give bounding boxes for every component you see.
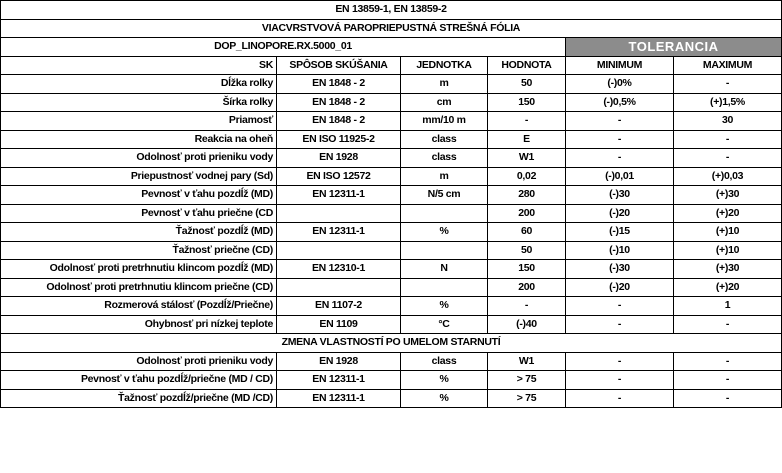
test-method: EN 1848 - 2 [277,93,401,112]
test-method: EN 1848 - 2 [277,75,401,94]
value-cell: 150 [488,260,566,279]
property-name: Pevnosť v ťahu pozdĺž (MD) [1,186,277,205]
value-cell: - [488,112,566,131]
min-cell: (-)10 [566,241,674,260]
min-cell: (-)15 [566,223,674,242]
max-cell: - [674,130,782,149]
value-cell: 280 [488,186,566,205]
col-min: MINIMUM [566,56,674,75]
max-cell: (+)20 [674,204,782,223]
min-cell: (-)30 [566,260,674,279]
col-max: MAXIMUM [674,56,782,75]
value-cell: W1 [488,149,566,168]
value-cell: > 75 [488,389,566,408]
min-cell: (-)0,5% [566,93,674,112]
value-cell: (-)40 [488,315,566,334]
table-row [1,75,782,94]
max-cell: - [674,389,782,408]
unit-cell: m [401,167,488,186]
standards-row [1,1,782,20]
unit-cell: % [401,223,488,242]
unit-cell: % [401,371,488,390]
table-row [1,352,782,371]
unit-cell [401,241,488,260]
min-cell: (-)20 [566,204,674,223]
unit-cell: cm [401,93,488,112]
unit-cell: class [401,149,488,168]
col-value: HODNOTA [488,56,566,75]
test-method: EN 12311-1 [277,371,401,390]
table-row [1,186,782,205]
max-cell: - [674,149,782,168]
table-row [1,315,782,334]
table-row [1,149,782,168]
aging-title: ZMENA VLASTNOSTÍ PO UMELOM STARNUTÍ [1,334,782,353]
dop-code: DOP_LINOPORE.RX.5000_01 [1,38,566,57]
table-row [1,260,782,279]
product-title: VIACVRSTVOVÁ PAROPRIEPUSTNÁ STREŠNÁ FÓLIA [1,19,782,38]
aging-title-row [1,334,782,353]
value-cell: E [488,130,566,149]
max-cell: - [674,371,782,390]
min-cell: - [566,371,674,390]
col-sk: SK [1,56,277,75]
property-name: Šírka rolky [1,93,277,112]
value-cell: 200 [488,204,566,223]
min-cell: - [566,389,674,408]
unit-cell: N/5 cm [401,186,488,205]
product-row [1,19,782,38]
property-name: Reakcia na oheň [1,130,277,149]
property-name: Ťažnosť priečne (CD) [1,241,277,260]
property-name: Priamosť [1,112,277,131]
test-method: EN ISO 12572 [277,167,401,186]
min-cell: - [566,112,674,131]
unit-cell: class [401,352,488,371]
col-unit: JEDNOTKA [401,56,488,75]
max-cell: (+)10 [674,241,782,260]
property-name: Rozmerová stálosť (Pozdĺž/Priečne) [1,297,277,316]
standards-cell: EN 13859-1, EN 13859-2 [1,1,782,20]
value-cell: 50 [488,241,566,260]
property-name: Odolnosť proti prieniku vody [1,149,277,168]
value-cell: 150 [488,93,566,112]
value-cell: W1 [488,352,566,371]
max-cell: - [674,315,782,334]
unit-cell [401,204,488,223]
property-name: Ťažnosť pozdĺž/priečne (MD /CD) [1,389,277,408]
test-method: EN 1928 [277,352,401,371]
min-cell: (-)30 [566,186,674,205]
max-cell: (+)1,5% [674,93,782,112]
property-name: Ťažnosť pozdĺž (MD) [1,223,277,242]
tolerance-header: TOLERANCIA [566,38,782,57]
max-cell: (+)30 [674,186,782,205]
property-name: Ohybnosť pri nízkej teplote [1,315,277,334]
test-method: EN 1848 - 2 [277,112,401,131]
min-cell: (-)20 [566,278,674,297]
test-method: EN 1107-2 [277,297,401,316]
property-name: Odolnosť proti prieniku vody [1,352,277,371]
unit-cell: m [401,75,488,94]
min-cell: - [566,130,674,149]
min-cell: (-)0,01 [566,167,674,186]
min-cell: - [566,297,674,316]
test-method: EN 12311-1 [277,186,401,205]
table-row [1,112,782,131]
max-cell: 30 [674,112,782,131]
value-cell: 60 [488,223,566,242]
max-cell: - [674,352,782,371]
unit-cell: % [401,389,488,408]
property-name: Priepustnosť vodnej pary (Sd) [1,167,277,186]
value-cell: 200 [488,278,566,297]
test-method: EN 12311-1 [277,223,401,242]
property-name: Dĺžka rolky [1,75,277,94]
max-cell: (+)0,03 [674,167,782,186]
unit-cell: % [401,297,488,316]
test-method [277,278,401,297]
unit-cell: class [401,130,488,149]
table-row [1,389,782,408]
table-row [1,93,782,112]
test-method [277,241,401,260]
min-cell: - [566,315,674,334]
table-row [1,297,782,316]
table-row [1,130,782,149]
property-name: Odolnosť proti pretrhnutiu klincom pozdĺž (MD) [1,260,277,279]
table-row [1,241,782,260]
table-row [1,223,782,242]
column-header-row [1,56,782,75]
table-row [1,167,782,186]
property-name: Odolnosť proti pretrhnutiu klincom priečne (CD) [1,278,277,297]
max-cell: (+)10 [674,223,782,242]
value-cell: 50 [488,75,566,94]
property-name: Pevnosť v ťahu pozdĺž/priečne (MD / CD) [1,371,277,390]
unit-cell [401,278,488,297]
property-name: Pevnosť v ťahu priečne (CD [1,204,277,223]
unit-cell: °C [401,315,488,334]
max-cell: - [674,75,782,94]
table-row [1,371,782,390]
min-cell: - [566,352,674,371]
value-cell: 0,02 [488,167,566,186]
max-cell: (+)20 [674,278,782,297]
max-cell: 1 [674,297,782,316]
test-method: EN 1928 [277,149,401,168]
min-cell: - [566,149,674,168]
table-row [1,278,782,297]
value-cell: - [488,297,566,316]
min-cell: (-)0% [566,75,674,94]
col-method: SPÔSOB SKÚŠANIA [277,56,401,75]
test-method: EN 12311-1 [277,389,401,408]
dop-row [1,38,782,57]
unit-cell: N [401,260,488,279]
max-cell: (+)30 [674,260,782,279]
test-method: EN 1109 [277,315,401,334]
test-method: EN ISO 11925-2 [277,130,401,149]
test-method [277,204,401,223]
value-cell: > 75 [488,371,566,390]
unit-cell: mm/10 m [401,112,488,131]
test-method: EN 12310-1 [277,260,401,279]
table-row [1,204,782,223]
